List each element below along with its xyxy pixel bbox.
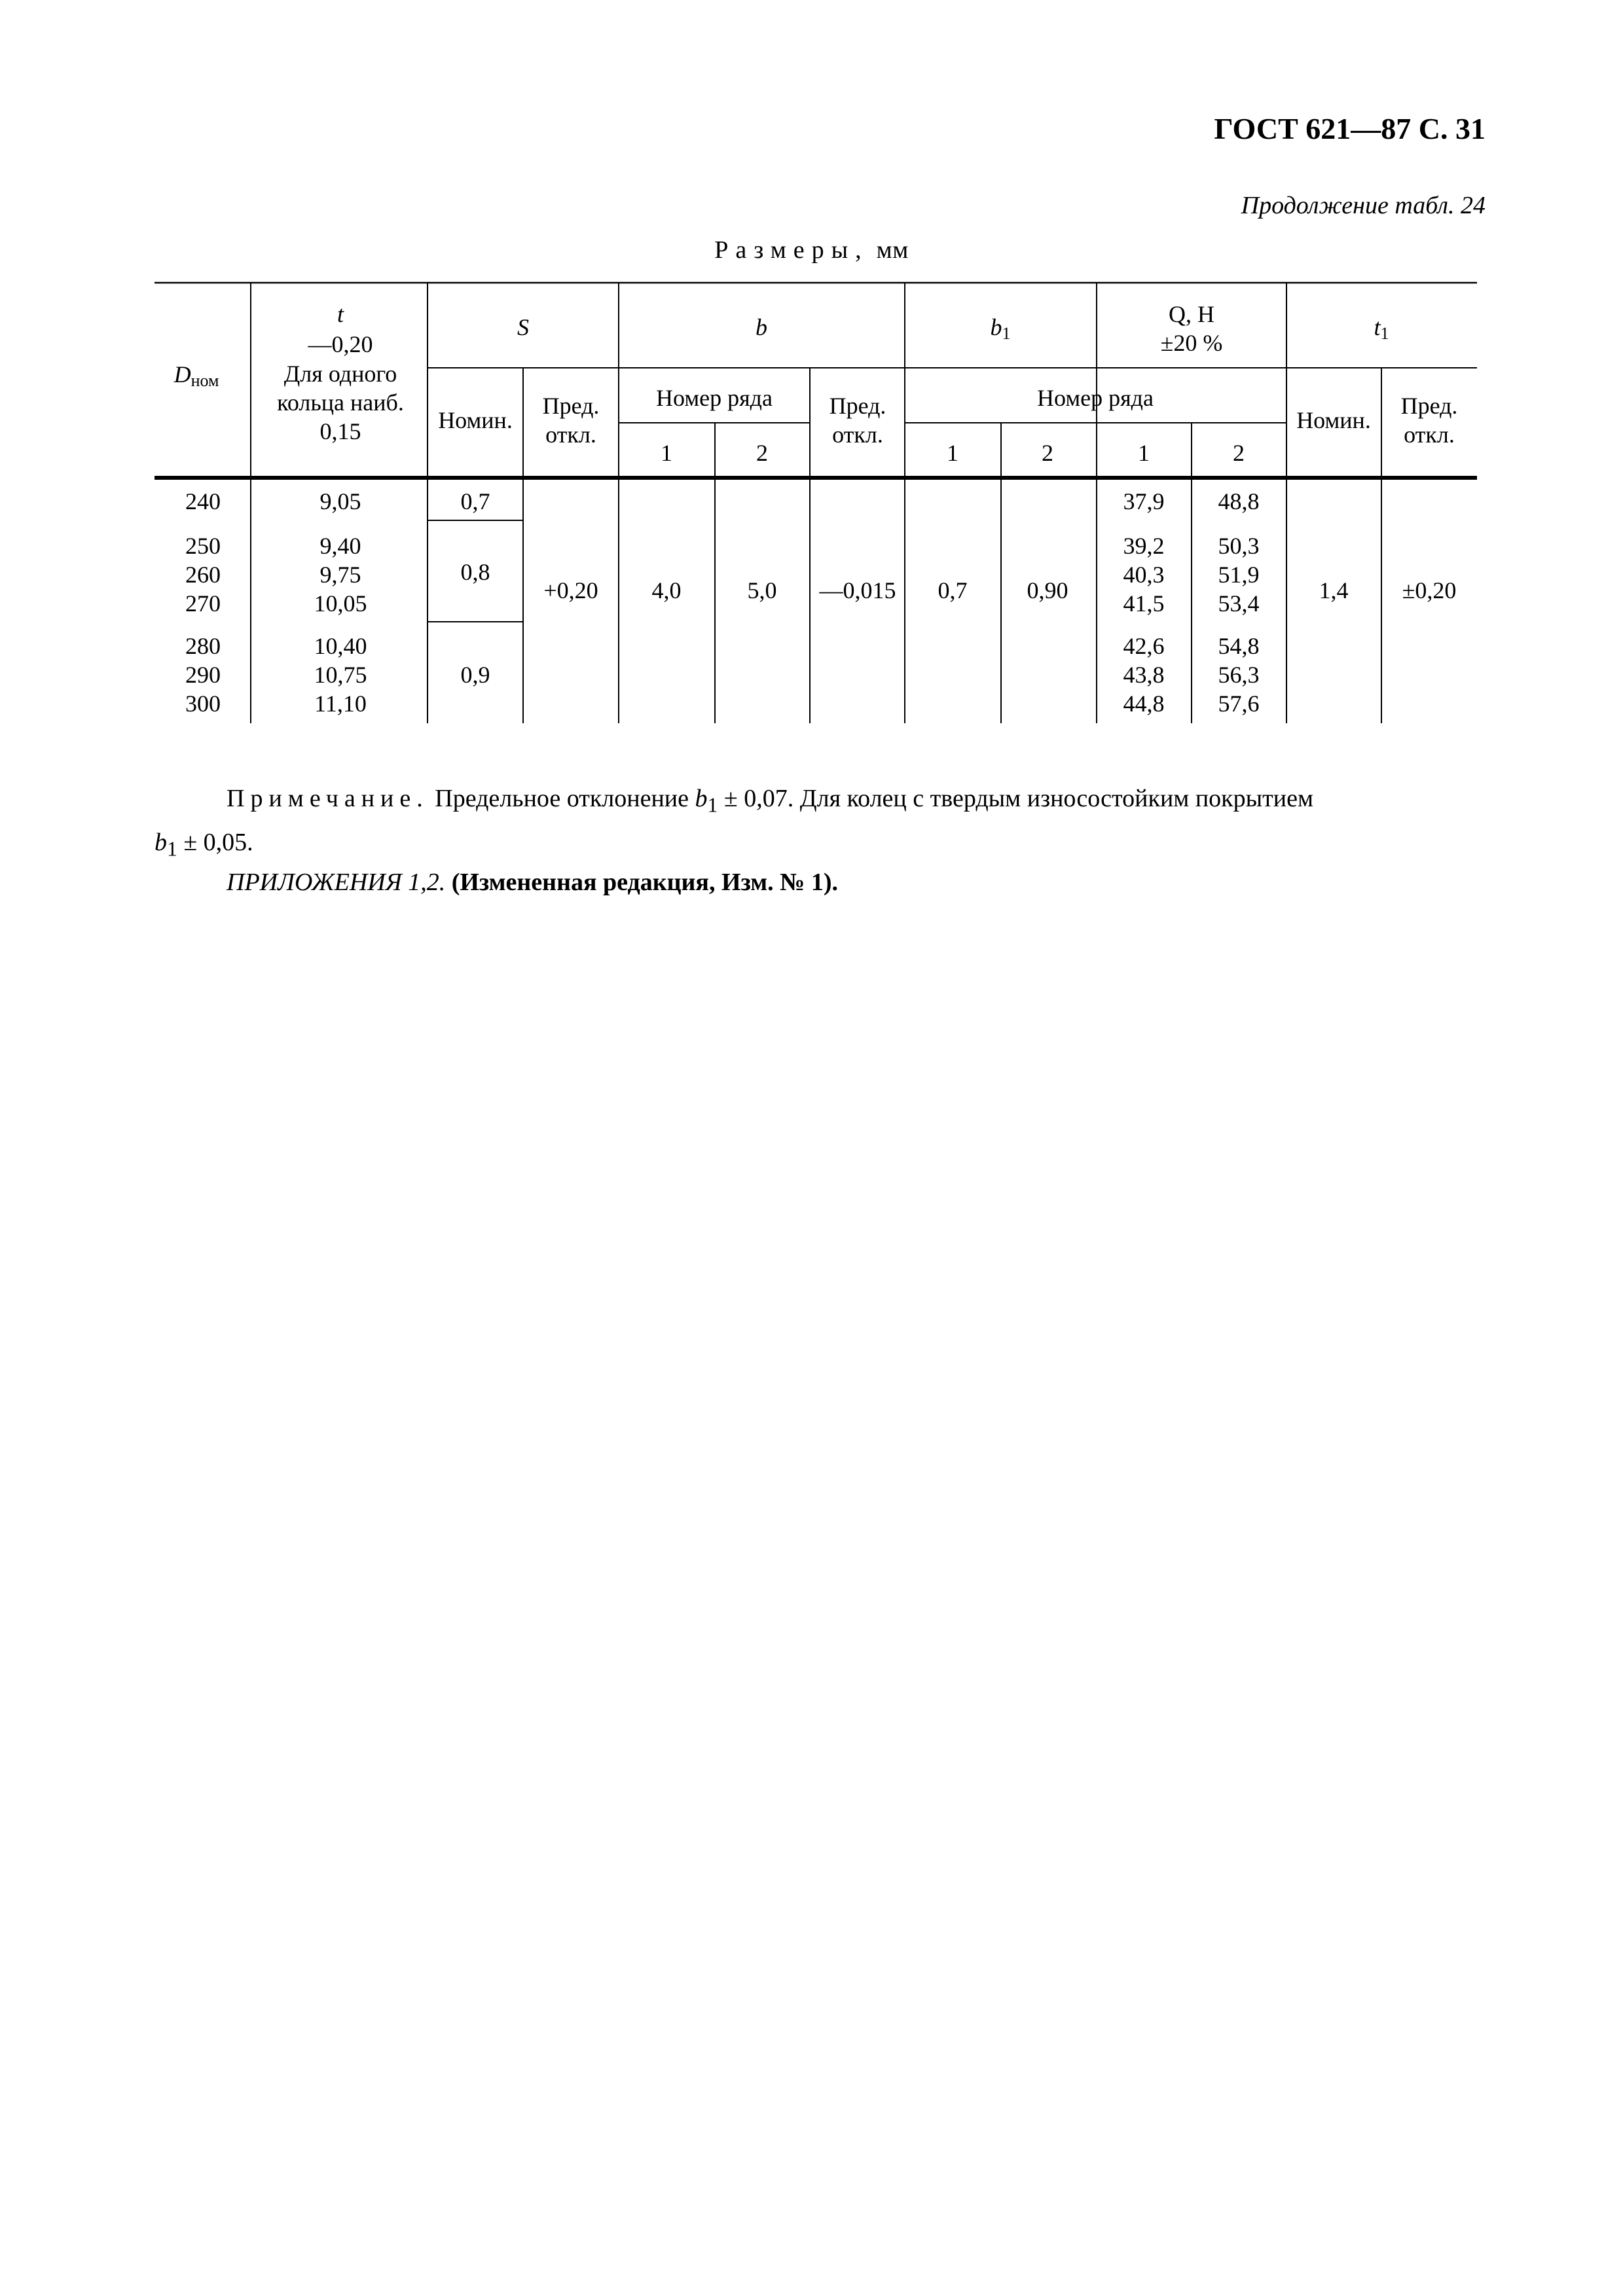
appendix-revision: (Измененная редакция, Изм. № 1). <box>451 869 838 896</box>
header-b-dev-1: Пред. <box>829 393 886 419</box>
header-t-note-2: кольца наиб. <box>277 389 404 416</box>
cell-t: 9,40 <box>319 533 361 559</box>
note-lead: Примечание. <box>227 785 429 812</box>
cell-s-deviation: +0,20 <box>543 577 598 603</box>
cell-s-nominal: 0,9 <box>460 662 490 688</box>
appendix-label: ПРИЛОЖЕНИЯ 1,2. <box>227 869 446 896</box>
table-note <box>155 780 1480 867</box>
header-b-row-2: 2 <box>756 440 768 466</box>
cell-q2: 48,8 <box>1218 488 1260 514</box>
cell-b1-row2: 0,90 <box>1027 577 1068 603</box>
cell-s-nominal: 0,7 <box>460 488 490 514</box>
cell-q1: 42,6 <box>1123 633 1165 659</box>
header-q: Q, Н <box>1169 301 1214 327</box>
note-b-symbol-2: b <box>155 828 167 856</box>
cell-t: 10,75 <box>314 662 367 688</box>
header-s-nominal: Номин. <box>438 407 513 433</box>
header-b-row-1: 1 <box>661 440 672 466</box>
note-b-subscript: 1 <box>707 793 718 817</box>
cell-d: 260 <box>185 562 221 588</box>
header-d-nom <box>173 361 219 390</box>
cell-q2: 50,3 <box>1218 533 1260 559</box>
caption-text: Размеры, <box>714 236 869 264</box>
header-q-row-2: 2 <box>1233 440 1245 466</box>
cell-d: 250 <box>185 533 221 559</box>
header-b1 <box>991 314 1011 343</box>
header-b1-q-row-number: Номер ряда <box>1037 385 1154 411</box>
cell-d: 270 <box>185 590 221 617</box>
header-t1-nominal: Номин. <box>1296 407 1371 433</box>
header-b-row-number: Номер ряда <box>656 385 773 411</box>
header-s-dev-2: откл. <box>545 422 596 448</box>
note-b-symbol: b <box>695 785 708 812</box>
cell-t1-nominal: 1,4 <box>1319 577 1349 603</box>
header-b: b <box>756 314 767 340</box>
cell-q1: 39,2 <box>1123 533 1165 559</box>
header-b-dev-2: откл. <box>832 422 883 448</box>
appendix-line <box>227 868 838 897</box>
header-b1-row-2: 2 <box>1042 440 1053 466</box>
header-t1-dev-1: Пред. <box>1400 393 1458 419</box>
header-d-subscript: ном <box>191 371 219 390</box>
cell-t: 9,75 <box>319 562 361 588</box>
cell-q1: 37,9 <box>1123 488 1165 514</box>
header-s-dev-1: Пред. <box>542 393 600 419</box>
header-t: t <box>337 301 344 327</box>
cell-q1: 40,3 <box>1123 562 1165 588</box>
cell-q2: 51,9 <box>1218 562 1260 588</box>
cell-d: 240 <box>185 488 221 514</box>
cell-b1-row1: 0,7 <box>938 577 968 603</box>
header-q-tolerance: ±20 % <box>1160 330 1223 356</box>
header-s: S <box>517 314 529 340</box>
header-t-note-3: 0,15 <box>319 418 361 444</box>
note-text-3: ± 0,05. <box>177 828 253 856</box>
header-t-tolerance: —0,20 <box>308 331 373 357</box>
cell-q2: 54,8 <box>1218 633 1260 659</box>
cell-q1: 41,5 <box>1123 590 1165 617</box>
header-b1-row-1: 1 <box>947 440 958 466</box>
note-text-2: ± 0,07. Для колец с твердым износостойким покрытием <box>718 785 1314 812</box>
header-t1-symbol: t <box>1374 314 1381 340</box>
cell-b-deviation: —0,015 <box>819 577 896 603</box>
dimensions-table <box>0 0 1623 733</box>
cell-b-row2: 5,0 <box>747 577 777 603</box>
table-continuation-label: Продолжение табл. 24 <box>1241 192 1486 219</box>
cell-t1-deviation: ±0,20 <box>1402 577 1457 603</box>
cell-d: 300 <box>185 691 221 717</box>
header-t1-dev-2: откл. <box>1404 422 1455 448</box>
cell-q1: 43,8 <box>1123 662 1165 688</box>
cell-q1: 44,8 <box>1123 691 1165 717</box>
header-b1-symbol: b <box>990 314 1002 340</box>
cell-d: 280 <box>185 633 221 659</box>
cell-t: 10,05 <box>314 590 367 617</box>
page-header-title: ГОСТ 621—87 С. 31 <box>1214 112 1486 145</box>
cell-q2: 57,6 <box>1218 691 1260 717</box>
caption-unit: мм <box>876 236 909 264</box>
cell-q2: 53,4 <box>1218 590 1260 617</box>
cell-b-row1: 4,0 <box>651 577 682 603</box>
header-b1-subscript: 1 <box>1002 324 1011 343</box>
cell-d: 290 <box>185 662 221 688</box>
note-b-subscript-2: 1 <box>167 837 177 861</box>
header-t-note-1: Для одного <box>283 361 397 387</box>
note-text-1: Предельное отклонение <box>428 785 695 812</box>
cell-s-nominal: 0,8 <box>460 559 490 585</box>
header-d-symbol: D <box>173 361 191 387</box>
header-q-row-1: 1 <box>1138 440 1150 466</box>
header-t1 <box>1374 314 1389 343</box>
cell-t: 10,40 <box>314 633 367 659</box>
cell-q2: 56,3 <box>1218 662 1260 688</box>
cell-t: 11,10 <box>314 691 367 717</box>
cell-t: 9,05 <box>319 488 361 514</box>
header-t1-subscript: 1 <box>1380 324 1389 343</box>
